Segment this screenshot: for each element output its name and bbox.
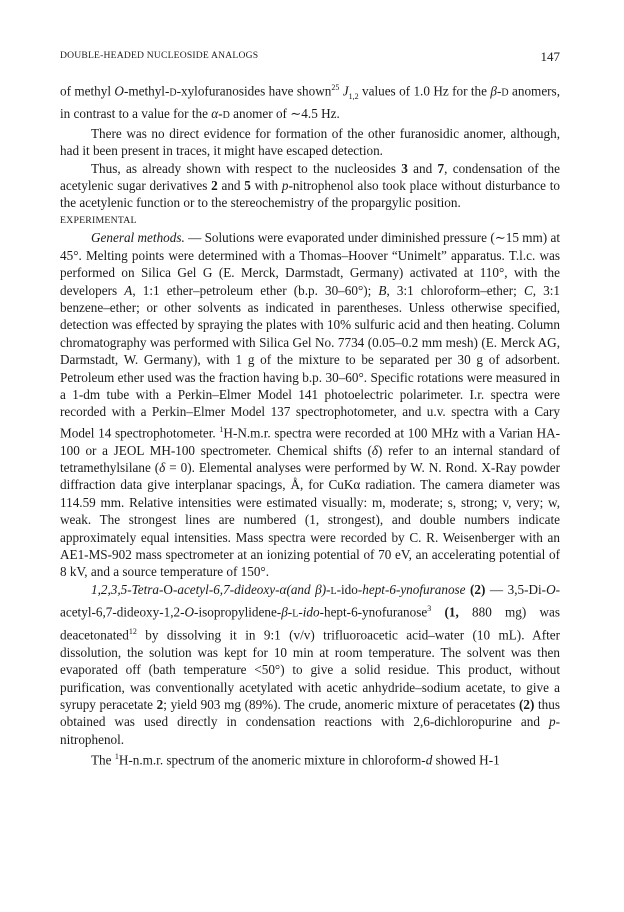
compound-title: 1,2,3,5-Tetra-O-acetyl-6,7-dideoxy-α(and β)-L-ido-hept-6-ynofuranose (91, 581, 466, 597)
intro-paragraph-3: Thus, as already shown with respect to the nucleosides 3 and 7, condensation of the acetylenic sugar derivatives 2 and 5 with p-nitrophenol also took place without disturbance to the acetylenic function or to the stereochemistry of the propargylic position. (60, 160, 561, 211)
running-title: DOUBLE-HEADED NUCLEOSIDE ANALOGS (60, 50, 259, 61)
general-methods-runin: General methods. (91, 230, 185, 246)
compound-2-paragraph: 1,2,3,5-Tetra-O-acetyl-6,7-dideoxy-α(and β)-L-ido-hept-6-ynofuranose (2) — 3,5-Di-O-acetyl-6,7-dideoxy-1,2-O-isopropylidene-β-L-ido-hept-6-ynofuranose$^3$ (1, 880 mg) was deacetonated$^{12}$ by dissolving it in 9:1 (v/v) trifluoroacetic acid–water (10 mL). After dissolution, the solution was kept for 10 min at room temperature. The solvent was then evaporated off (bath temperature <50°) to give a solid residue. This product, without purification, was conventionally acetylated with acetic anhydride–sodium acetate, to give a syrupy peracetate 2; yield 903 mg (89%). The crude, anomeric mixture of peracetates (2) thus obtained was used directly in condensation reactions with 2,6-dichloropurine and p-nitrophenol. (60, 581, 560, 747)
compound-number: (2) (470, 581, 486, 597)
intro-paragraph-2: There was no direct evidence for formation of the other furanosidic anomer, although, had it been present in traces, it might have escaped detection. (60, 125, 560, 159)
page-number: 147 (540, 49, 560, 64)
section-heading-experimental: EXPERIMENTAL (60, 214, 137, 226)
intro-paragraph-1: of methyl O-methyl-D-xylofuranosides have shown$^{25}$ $J_{1,2}$ values of 1.0 Hz for the β-D anomers, in contrast to a value for the α-D anomer of ∼4.5 Hz. (60, 83, 560, 122)
page-header (60, 50, 560, 68)
article-body (60, 79, 560, 769)
nmr-paragraph: The $^1$H-n.m.r. spectrum of the anomeric mixture in chloroform-d showed H-1 (91, 752, 500, 768)
general-methods-paragraph: General methods. — Solutions were evaporated under diminished pressure (∼15 mm) at 45°. Melting points were determined with a Thomas–Hoover “Unimelt” apparatus. T.l.c. was performed on Silica Gel G (E. Merck, Darmstadt, Germany) activated at 110°, with the developers A, 1:1 ether–petroleum ether (b.p. 30–60°); B, 3:1 chloroform–ether; C, 3:1 benzene–ether; or other solvents as indicated in parentheses. Unless otherwise specified, detection was effected by spraying the plates with 10% sulfuric acid and then heating. Column chromatography was performed with Silica Gel No. 7734 (0.05–0.2 mm mesh) (E. Merck AG, Darmstadt, W. Germany), with 1 g of the mixture to be separated per 30 g of adsorbent. Petroleum ether used was the fraction having b.p. 30–60°. Specific rotations were measured in a 1-dm tube with a Perkin–Elmer Model 141 photoelectric polarimeter. I.r. spectra were recorded with a Perkin–Elmer Model 137 spectrophotometer, and u.v. spectra with a Cary Model 14 spectrophotometer. $^1$H-N.m.r. spectra were recorded at 100 MHz with a Varian HA-100 or a JEOL MH-100 spectrometer. Chemical shifts (δ) refer to an internal standard of tetramethylsilane (δ = 0). Elemental analyses were performed by W. N. Rond. X-Ray powder diffraction data give interplanar spacings, Å, for CuKα radiation. The camera diameter was 114.59 mm. Relative intensities were estimated visually: m, moderate; s, strong; v, very; w, weak. The strongest lines are numbered (1, strongest), and double numbers indicate approximately equal intensities. Mass spectra were recorded by C. R. Weisenberger with an AE1-MS-902 mass spectrometer at an ionizing potential of 70 eV, an accelerating potential of 8 kV, and a source temperature of 150°. (60, 230, 561, 580)
